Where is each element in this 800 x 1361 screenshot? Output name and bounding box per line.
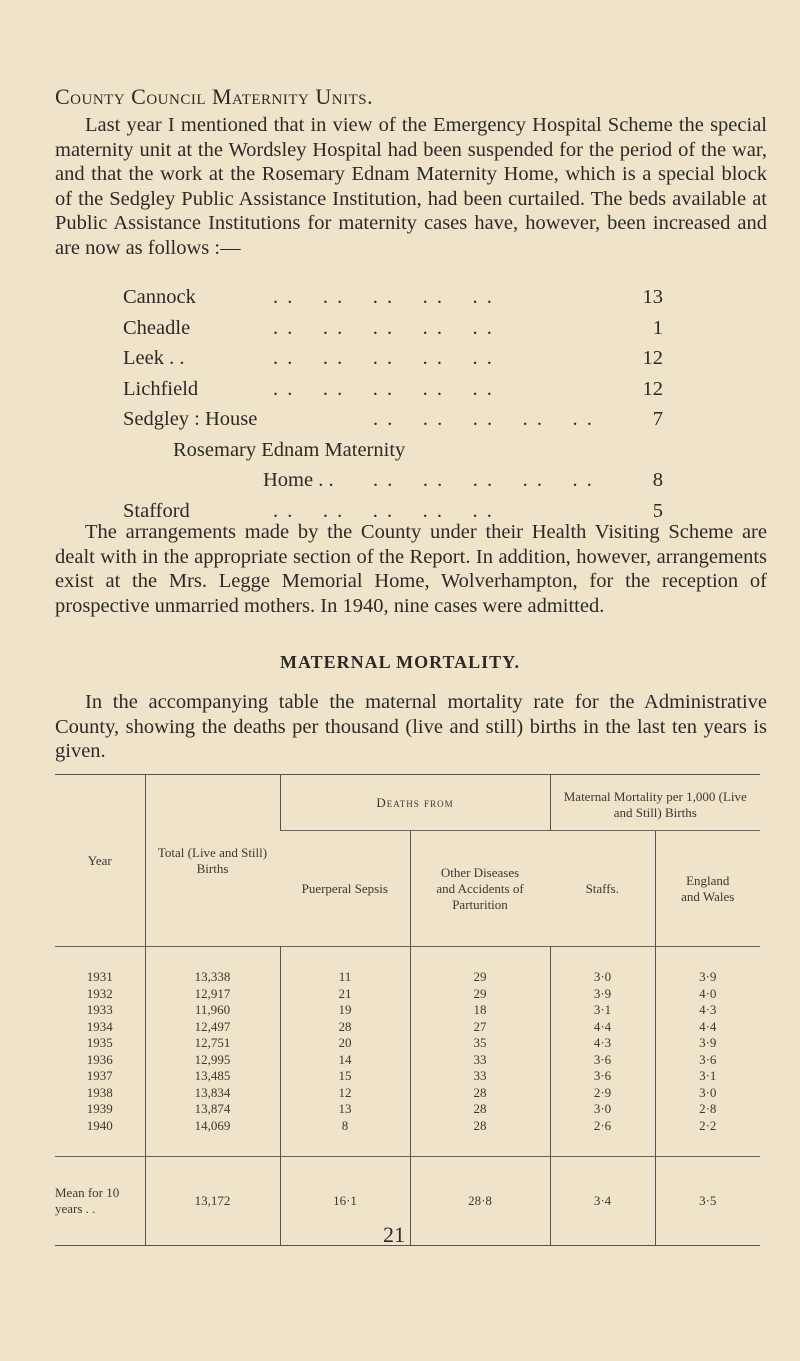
header-england-wales: England and Wales (655, 831, 760, 947)
cell-staffs-rate: 2·6 (550, 1118, 655, 1157)
cell-other-diseases: 28 (410, 1118, 550, 1157)
bed-location: Stafford (123, 499, 190, 522)
cell-england-wales-rate: 4·3 (655, 1002, 760, 1019)
bed-count: 5 (652, 499, 663, 522)
bed-list-item (123, 469, 663, 500)
bed-count: 1 (652, 316, 663, 339)
table-row (55, 1101, 760, 1118)
cell-staffs-rate: 3·9 (550, 986, 655, 1003)
cell-england-wales-rate: 3·9 (655, 1035, 760, 1052)
mean-staffs-rate: 3·4 (550, 1157, 655, 1246)
cell-puerperal-sepsis: 28 (280, 1019, 410, 1036)
cell-puerperal-sepsis: 11 (280, 947, 410, 986)
bed-list-item (123, 439, 663, 470)
bed-location: Home . . (263, 469, 334, 491)
table-row (55, 1002, 760, 1019)
cell-year: 1935 (86, 1035, 113, 1050)
cell-staffs-rate: 4·4 (550, 1019, 655, 1036)
header-maternal-mortality: Maternal Mortality per 1,000 (Live and Still) Births (550, 775, 760, 831)
table-row (55, 947, 760, 986)
table-row (55, 1035, 760, 1052)
cell-year: 1936 (86, 1051, 113, 1067)
cell-year: 1939 (86, 1101, 113, 1116)
cell-total-births: 12,995 (145, 1052, 280, 1069)
mean-year: Mean for 10 years . . (55, 1157, 145, 1246)
section-heading-maternal-mortality: MATERNAL MORTALITY. (279, 652, 521, 672)
cell-year: 1938 (86, 1084, 113, 1100)
cell-other-diseases: 28 (410, 1101, 550, 1118)
header-total-births: Total (Live and Still) Births (145, 775, 280, 947)
cell-year: 1931 (86, 969, 113, 984)
cell-staffs-rate: 3·1 (550, 1002, 655, 1019)
cell-other-diseases: 35 (410, 1035, 550, 1052)
table-row (55, 1118, 760, 1157)
mean-puerperal-sepsis: 16·1 (280, 1157, 410, 1246)
cell-england-wales-rate: 3·9 (655, 947, 760, 986)
bed-list-item (123, 408, 663, 439)
cell-england-wales-rate: 3·1 (655, 1068, 760, 1085)
leader-dots: . . . . . . . . . . (273, 499, 494, 522)
cell-puerperal-sepsis: 13 (280, 1101, 410, 1118)
paragraph-arrangements (55, 520, 767, 618)
header-puerperal-sepsis: Puerperal Sepsis (280, 831, 410, 947)
bed-count: 13 (642, 286, 663, 308)
table-row (55, 986, 760, 1003)
cell-year: 1933 (86, 1002, 113, 1017)
cell-staffs-rate: 3·0 (550, 947, 655, 986)
cell-other-diseases: 18 (410, 1002, 550, 1019)
header-other-diseases: Other Diseases and Accidents of Parturition (410, 831, 550, 947)
section-heading: County Council Maternity Units. (55, 84, 374, 109)
cell-total-births: 13,338 (145, 947, 280, 986)
cell-other-diseases: 27 (410, 1019, 550, 1036)
cell-puerperal-sepsis: 12 (280, 1085, 410, 1102)
cell-total-births: 13,874 (145, 1101, 280, 1118)
cell-year: 1934 (86, 1018, 113, 1034)
cell-staffs-rate: 3·6 (550, 1052, 655, 1069)
cell-staffs-rate: 3·0 (550, 1101, 655, 1118)
paragraph-text: Last year I mentioned that in view of the Emergency Hospital Scheme the special maternity unit at the Wordsley Hospital had been suspended for the period of the war, and that the work at the Rosemary Ednam Maternity Home, which is a special block of the Sedgley Public Assistance Institution, had been curtailed. The beds available at Public Assistance Institutions for maternity cases have, however, been increased and are now as follows :— (55, 114, 767, 259)
cell-england-wales-rate: 2·2 (655, 1118, 760, 1157)
paragraph-table-intro (55, 690, 767, 764)
cell-puerperal-sepsis: 8 (280, 1118, 410, 1157)
bed-list-item (123, 317, 663, 348)
bed-location: Cannock (123, 286, 196, 308)
table-row (55, 1052, 760, 1069)
cell-year: 1940 (86, 1117, 113, 1133)
page-number: 21 (383, 1222, 405, 1247)
cell-puerperal-sepsis: 14 (280, 1052, 410, 1069)
leader-dots: . . . . . . . . . . (273, 377, 494, 400)
cell-other-diseases: 29 (410, 947, 550, 986)
bed-location: Rosemary Ednam Maternity (173, 438, 406, 461)
cell-puerperal-sepsis: 21 (280, 986, 410, 1003)
mean-england-wales-rate: 3·5 (655, 1157, 760, 1246)
paragraph-text: The arrangements made by the County under their Health Visiting Scheme are dealt with in the appropriate section of the Report. In addition, however, arrangements exist at the Mrs. Legge Memorial Home, Wolverhampton, for the reception of prospective unmarried mothers. In 1940, nine cases were admitted. (55, 521, 767, 617)
header-deaths-from: Deaths from (280, 775, 550, 831)
table-row (55, 1019, 760, 1036)
mean-total-births: 13,172 (145, 1157, 280, 1246)
bed-count: 7 (652, 408, 663, 430)
beds-list (123, 286, 663, 530)
cell-other-diseases: 28 (410, 1085, 550, 1102)
cell-year: 1932 (86, 985, 113, 1001)
cell-total-births: 13,834 (145, 1085, 280, 1102)
bed-location: Sedgley : House (123, 408, 258, 430)
cell-total-births: 12,497 (145, 1019, 280, 1036)
mean-other-diseases: 28·8 (410, 1157, 550, 1246)
cell-total-births: 12,751 (145, 1035, 280, 1052)
cell-staffs-rate: 3·6 (550, 1068, 655, 1085)
leader-dots: . . . . . . . . . . (273, 347, 494, 369)
mean-row (55, 1157, 760, 1246)
cell-england-wales-rate: 2·8 (655, 1101, 760, 1118)
bed-location: Leek . . (123, 347, 185, 369)
paragraph-text: In the accompanying table the maternal mortality rate for the Administrative County, showing the deaths per thousand (live and still) births in the last ten years is given. (55, 691, 767, 762)
bed-count: 12 (642, 347, 663, 369)
maternal-mortality-table (55, 774, 760, 1246)
bed-list-item (123, 347, 663, 378)
cell-puerperal-sepsis: 20 (280, 1035, 410, 1052)
bed-count: 8 (652, 469, 663, 491)
cell-total-births: 11,960 (145, 1002, 280, 1019)
cell-england-wales-rate: 4·4 (655, 1019, 760, 1036)
header-staffs: Staffs. (550, 831, 655, 947)
cell-england-wales-rate: 3·0 (655, 1085, 760, 1102)
cell-other-diseases: 33 (410, 1052, 550, 1069)
cell-staffs-rate: 4·3 (550, 1035, 655, 1052)
cell-staffs-rate: 2·9 (550, 1085, 655, 1102)
cell-puerperal-sepsis: 15 (280, 1068, 410, 1085)
table-row (55, 1085, 760, 1102)
cell-other-diseases: 33 (410, 1068, 550, 1085)
cell-total-births: 13,485 (145, 1068, 280, 1085)
bed-list-item (123, 286, 663, 317)
cell-other-diseases: 29 (410, 986, 550, 1003)
cell-england-wales-rate: 4·0 (655, 986, 760, 1003)
header-year: Year (55, 775, 145, 947)
paragraph-intro (55, 113, 767, 260)
leader-dots: . . . . . . . . . . (273, 316, 494, 339)
cell-year: 1937 (86, 1068, 113, 1083)
cell-total-births: 12,917 (145, 986, 280, 1003)
bed-count: 12 (642, 377, 663, 400)
bed-list-item (123, 378, 663, 409)
cell-england-wales-rate: 3·6 (655, 1052, 760, 1069)
leader-dots: . . . . . . . . . . (373, 408, 594, 430)
leader-dots: . . . . . . . . . . (373, 469, 594, 491)
cell-puerperal-sepsis: 19 (280, 1002, 410, 1019)
bed-location: Cheadle (123, 316, 191, 339)
cell-total-births: 14,069 (145, 1118, 280, 1157)
bed-location: Lichfield (123, 377, 199, 400)
table-row (55, 1068, 760, 1085)
leader-dots: . . . . . . . . . . (273, 286, 494, 308)
